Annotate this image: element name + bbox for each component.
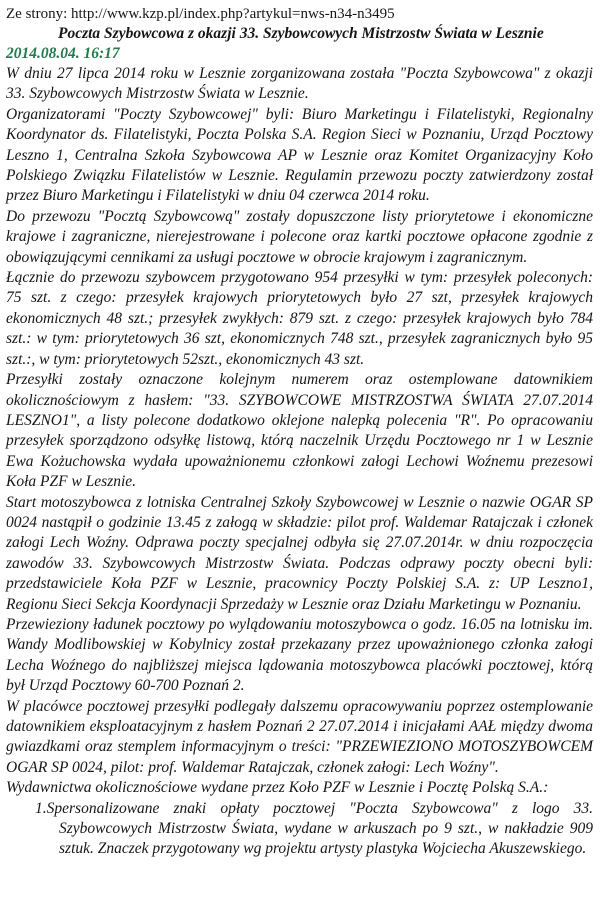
article-date: 2014.08.04. 16:17 bbox=[6, 45, 120, 62]
paragraph-6: Start motoszybowca z lotniska Centralnej Szkoły Szybowcowej w Lesznie o nazwie OGAR SP 0024 nastąpił o godzinie 13.45 z załogą w składzie: pilot prof. Waldemar Ratajczak i członek załogi Lech Woźny. Odprawa poczty specjalnej odbyła się 27.07.2014r. w dniu rozpoczęcia zawodów 33. Szybowcowych Mistrzostw Świata. Podczas odprawy poczty obecni byli: przedstawiciele Koła PZF w Lesznie, pracownicy Poczty Polskiej S.A. z: UP Leszno1, Regionu Sieci Sekcja Koordynacji Sprzedaży w Lesznie oraz Działu Marketingu w Poznaniu. bbox=[6, 493, 593, 613]
list-item-marker: 1. bbox=[35, 799, 47, 817]
paragraph-1: W dniu 27 lipca 2014 roku w Lesznie zorganizowana została "Poczta Szybowcowa" z okazji 33. Szybowcowych Mistrzostw Świata w Lesznie. bbox=[6, 65, 593, 103]
source-line: Ze strony: http://www.kzp.pl/index.php?artykul=nws-n34-n3495 bbox=[6, 6, 395, 22]
paragraph-9: Wydawnictwa okolicznościowe wydane przez Koło PZF w Lesznie i Pocztę Polską S.A.: bbox=[6, 779, 549, 797]
paragraph-2: Organizatorami "Poczty Szybowcowej" byli: Biuro Marketingu i Filatelistyki, Regionalny Koordynator ds. Filatelistyki, Poczta Polska S.A. Region Sieci w Poznaniu, Urząd Pocztowy Leszno 1, Centralna Szkoła Szybowcowa AP w Lesznie oraz Komitet Organizacyjny Koło Polskiego Związku Filatelistów w Lesznie. Regulamin przewozu poczty zatwierdzony został przez Biuro Marketingu i Filatelistyki w dniu 04 czerwca 2014 roku. bbox=[6, 105, 593, 205]
paragraph-5: Przesyłki zostały oznaczone kolejnym numerem oraz ostemplowane datownikiem okolicznościowym z hasłem: "33. SZYBOWCOWE MISTRZOSTWA ŚWIATA 27.07.2014 LESZNO1", a listy polecone dodatkowo oklejone nalepką polecenia "R". Po opracowaniu przesyłek sporządzono odsyłkę listową, którą naczelnik Urzędu Pocztowego nr 1 w Lesznie Ewa Kożuchowska wydała upoważnionemu członkowi załogi Lechowi Woźnemu prezesowi Koła PZF w Lesznie. bbox=[6, 371, 593, 491]
paragraph-8: W placówce pocztowej przesyłki podlegały dalszemu opracowywaniu poprzez ostemplowanie datownikiem eksploatacyjnym z hasłem Poznań 2 27.07.2014 i inicjałami AAŁ między dwoma gwiazdkami oraz stemplem informacyjnym o treści: "PRZEWIEZIONO MOTOSZYBOWCEM OGAR SP 0024, pilot: prof. Waldemar Ratajczak, członek załogi: Lech Woźny". bbox=[6, 697, 593, 776]
list-item-text: Spersonalizowane znaki opłaty pocztowej "Poczta Szybowcowa" z logo 33. Szybowcowych Mistrzostw Świata, wydane w arkuszach po 9 szt., w nakładzie 909 sztuk. Znaczek przygotowany wg projektu artysty plastyka Wojciecha Akuszewskiego. bbox=[46, 799, 593, 858]
paragraph-4: Łącznie do przewozu szybowcem przygotowano 954 przesyłki w tym: przesyłek poleconych: 75 szt. z czego: przesyłek krajowych priorytetowych było 27 szt, przesyłek krajowych ekonomicznych 48 szt.; przesyłek zwykłych: 879 szt. z czego: przesyłek krajowych było 784 szt.: w tym: priorytetowych 36 szt, ekonomicznych 748 szt., przesyłek zagranicznych było 95 szt.:, w tym: priorytetowych 52szt., ekonomicznych 43 szt. bbox=[6, 269, 593, 368]
paragraph-3: Do przewozu "Pocztą Szybowcową" zostały dopuszczone listy priorytetowe i ekonomiczne krajowe i zagraniczne, nierejestrowane i polecone oraz kartki pocztowe opłacone zgodnie z obowiązującymi cennikami za usługi pocztowe w obrocie krajowym i zagranicznym. bbox=[6, 207, 593, 266]
article-title: Poczta Szybowcowa z okazji 33. Szybowcowych Mistrzostw Świata w Lesznie bbox=[58, 25, 544, 42]
list-item-1 bbox=[6, 799, 593, 860]
article-body bbox=[6, 64, 593, 860]
paragraph-7: Przewieziony ładunek pocztowy po wylądowaniu motoszybowca o godz. 16.05 na lotnisku im. Wandy Modlibowskiej w Kobylnicy został przekazany przez upoważnionego członka załogi Lecha Woźnego do najbliższej miejsca lądowania motoszybowca placówki pocztowej, którą był Urząd Pocztowy 60-700 Poznań 2. bbox=[6, 615, 593, 695]
